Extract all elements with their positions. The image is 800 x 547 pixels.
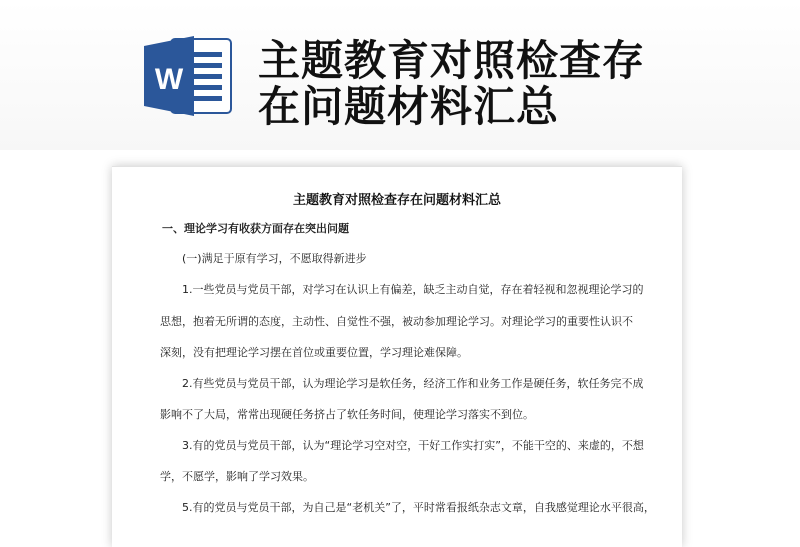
- paragraph-3-line-2: 学，不愿学，影响了学习效果。: [160, 470, 314, 483]
- paragraph-1-line-2: 思想，抱着无所谓的态度，主动性、自觉性不强，被动参加理论学习。对理论学习的重要性认识不: [160, 315, 633, 328]
- paragraph-1-line-3: 深刻，没有把理论学习摆在首位或重要位置，学习理论难保障。: [160, 346, 468, 359]
- document-page: [112, 166, 682, 547]
- document-title: 主题教育对照检查存在问题材料汇总: [292, 193, 501, 208]
- paragraph-2-line-2: 影响不了大局，常常出现硬任务挤占了软任务时间，使理论学习落实不到位。: [160, 408, 534, 421]
- heading-1: 一、理论学习有收获方面存在突出问题: [162, 222, 349, 235]
- subheading-1: (一)满足于原有学习，不愿取得新进步: [182, 252, 367, 265]
- word-icon-letter: W: [154, 63, 184, 96]
- paragraph-1-line-1: 1.一些党员与党员干部，对学习在认识上有偏差，缺乏主动自觉，存在着轻视和忽视理论学习的: [182, 283, 644, 296]
- banner-title-line-1: 主题教育对照检查存: [258, 36, 646, 85]
- banner-title-line-2: 在问题材料汇总: [258, 82, 560, 131]
- banner: [0, 0, 800, 150]
- paragraph-5-line-1: 5.有的党员与党员干部，为自己是“老机关”了，平时常看报纸杂志文章，自我感觉理论水平很高，: [182, 501, 655, 514]
- word-icon: [142, 34, 234, 118]
- paragraph-2-line-1: 2.有些党员与党员干部，认为理论学习是软任务，经济工作和业务工作是硬任务，软任务完不成: [182, 377, 644, 390]
- paragraph-3-line-1: 3.有的党员与党员干部，认为“理论学习空对空，干好工作实打实”，不能干空的、来虚的，不想: [182, 439, 644, 452]
